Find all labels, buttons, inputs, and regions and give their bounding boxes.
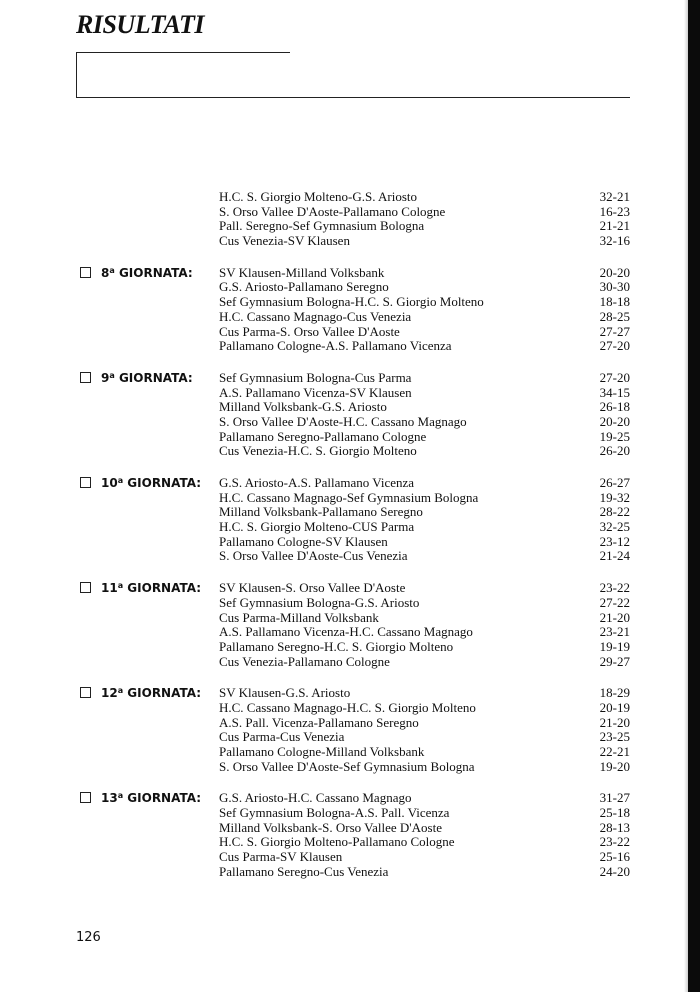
round-section bbox=[76, 581, 636, 669]
round-number-suffix: a bbox=[117, 686, 124, 696]
match-row bbox=[76, 476, 636, 491]
match-score: 25-16 bbox=[599, 849, 630, 865]
match-teams: Sef Gymnasium Bologna-Cus Parma bbox=[219, 369, 412, 385]
match-score: 32-21 bbox=[599, 189, 630, 204]
match-score: 20-20 bbox=[599, 264, 630, 280]
round-section bbox=[76, 190, 636, 249]
match-score: 23-25 bbox=[599, 729, 630, 745]
match-teams: SV Klausen-G.S. Ariosto bbox=[219, 685, 351, 701]
match-row bbox=[76, 325, 636, 340]
match-teams: A.S. Pallamano Vicenza-SV Klausen bbox=[219, 384, 412, 400]
match-score: 18-29 bbox=[599, 685, 630, 701]
match-score: 23-22 bbox=[599, 834, 630, 850]
match-row bbox=[76, 835, 636, 850]
round-section bbox=[76, 476, 636, 564]
match-row bbox=[76, 791, 636, 806]
match-score: 30-30 bbox=[599, 279, 630, 295]
match-teams: Cus Venezia-Pallamano Cologne bbox=[219, 653, 390, 669]
round-section bbox=[76, 686, 636, 774]
match-score: 21-24 bbox=[599, 548, 630, 564]
match-teams: Pallamano Cologne-A.S. Pallamano Vicenza bbox=[219, 338, 452, 354]
match-score: 20-19 bbox=[599, 699, 630, 715]
match-teams: Sef Gymnasium Bologna-A.S. Pall. Vicenza bbox=[219, 805, 450, 821]
match-teams: Milland Volksbank-Pallamano Seregno bbox=[219, 504, 423, 520]
frame-top-rule bbox=[76, 52, 290, 53]
match-score: 19-19 bbox=[599, 638, 630, 654]
match-row bbox=[76, 520, 636, 535]
match-teams: H.C. Cassano Magnago-H.C. S. Giorgio Molteno bbox=[219, 699, 476, 715]
match-score: 21-20 bbox=[599, 714, 630, 730]
match-row bbox=[76, 865, 636, 880]
round-number: 10 bbox=[101, 476, 118, 490]
match-teams: G.S. Ariosto-H.C. Cassano Magnago bbox=[219, 790, 412, 806]
match-teams: H.C. S. Giorgio Molteno-G.S. Ariosto bbox=[219, 189, 418, 204]
round-number-suffix: a bbox=[117, 581, 124, 591]
match-teams: Cus Parma-Milland Volksbank bbox=[219, 609, 379, 625]
match-score: 28-25 bbox=[599, 308, 630, 324]
page-title: RISULTATI bbox=[76, 10, 204, 39]
match-score: 25-18 bbox=[599, 805, 630, 821]
match-row bbox=[76, 760, 636, 775]
match-teams: Cus Parma-S. Orso Vallee D'Aoste bbox=[219, 323, 400, 339]
match-teams: H.C. S. Giorgio Molteno-CUS Parma bbox=[219, 519, 415, 535]
match-row bbox=[76, 400, 636, 415]
match-row bbox=[76, 716, 636, 731]
match-score: 23-12 bbox=[599, 533, 630, 549]
match-teams: Sef Gymnasium Bologna-G.S. Ariosto bbox=[219, 594, 420, 610]
round-number: 13 bbox=[101, 791, 118, 806]
match-row bbox=[76, 190, 636, 205]
match-teams: Pall. Seregno-Sef Gymnasium Bologna bbox=[219, 218, 425, 234]
match-score: 32-25 bbox=[599, 519, 630, 535]
match-teams: Cus Venezia-SV Klausen bbox=[219, 233, 350, 249]
match-score: 34-15 bbox=[599, 384, 630, 400]
match-row bbox=[76, 444, 636, 459]
match-teams: S. Orso Vallee D'Aoste-Cus Venezia bbox=[219, 548, 408, 564]
round-word: GIORNATA: bbox=[127, 791, 202, 806]
match-score: 19-25 bbox=[599, 428, 630, 444]
match-row bbox=[76, 581, 636, 596]
match-row bbox=[76, 295, 636, 310]
frame-bottom-rule bbox=[76, 97, 630, 98]
match-score: 22-21 bbox=[599, 744, 630, 759]
match-teams: H.C. Cassano Magnago-Cus Venezia bbox=[219, 308, 412, 324]
round-number: 12 bbox=[101, 686, 118, 701]
match-teams: S. Orso Vallee D'Aoste-Pallamano Cologne bbox=[219, 203, 446, 219]
match-row bbox=[76, 730, 636, 745]
match-row bbox=[76, 505, 636, 520]
round-word: GIORNATA: bbox=[127, 476, 202, 490]
match-score: 24-20 bbox=[599, 863, 630, 879]
match-teams: Pallamano Seregno-Pallamano Cologne bbox=[219, 428, 427, 444]
match-score: 28-22 bbox=[599, 504, 630, 520]
match-row bbox=[76, 625, 636, 640]
match-row bbox=[76, 850, 636, 865]
match-row bbox=[76, 386, 636, 401]
round-number-suffix: a bbox=[117, 476, 124, 485]
match-score: 21-21 bbox=[599, 218, 630, 234]
match-score: 19-20 bbox=[599, 758, 630, 774]
match-teams: Cus Parma-SV Klausen bbox=[219, 849, 343, 865]
match-score: 21-20 bbox=[599, 609, 630, 625]
round-number: 9 bbox=[101, 370, 110, 385]
match-teams: SV Klausen-S. Orso Vallee D'Aoste bbox=[219, 580, 406, 596]
match-teams: H.C. S. Giorgio Molteno-Pallamano Cologne bbox=[219, 834, 455, 850]
match-teams: Milland Volksbank-G.S. Ariosto bbox=[219, 399, 387, 415]
match-row bbox=[76, 655, 636, 670]
match-row bbox=[76, 491, 636, 506]
match-teams: G.S. Ariosto-A.S. Pallamano Vicenza bbox=[219, 475, 415, 490]
match-row bbox=[76, 280, 636, 295]
match-teams: Pallamano Seregno-H.C. S. Giorgio Molteno bbox=[219, 638, 454, 654]
match-row bbox=[76, 596, 636, 611]
title-frame bbox=[76, 52, 630, 98]
round-word: GIORNATA: bbox=[118, 370, 193, 385]
match-score: 20-20 bbox=[599, 413, 630, 429]
round-section bbox=[76, 266, 636, 354]
round-section bbox=[76, 791, 636, 879]
round-number: 8 bbox=[101, 265, 110, 280]
match-score: 19-32 bbox=[599, 489, 630, 505]
match-score: 26-18 bbox=[599, 399, 630, 415]
match-score: 26-27 bbox=[599, 475, 630, 490]
match-score: 31-27 bbox=[599, 790, 630, 806]
round-number-suffix: a bbox=[117, 791, 124, 801]
match-row bbox=[76, 430, 636, 445]
round-word: GIORNATA: bbox=[127, 581, 202, 596]
match-row bbox=[76, 371, 636, 386]
results-list bbox=[76, 190, 636, 897]
match-teams: Milland Volksbank-S. Orso Vallee D'Aoste bbox=[219, 819, 442, 835]
match-score: 27-20 bbox=[599, 338, 630, 354]
match-teams: Cus Parma-Cus Venezia bbox=[219, 729, 345, 745]
match-score: 32-16 bbox=[599, 233, 630, 249]
match-row bbox=[76, 806, 636, 821]
match-score: 23-21 bbox=[599, 624, 630, 640]
match-row bbox=[76, 549, 636, 564]
match-row bbox=[76, 821, 636, 836]
match-score: 29-27 bbox=[599, 653, 630, 669]
match-score: 16-23 bbox=[599, 203, 630, 219]
match-teams: Pallamano Seregno-Cus Venezia bbox=[219, 863, 389, 879]
match-row bbox=[76, 745, 636, 760]
match-score: 27-22 bbox=[599, 594, 630, 610]
match-teams: H.C. Cassano Magnago-Sef Gymnasium Bologna bbox=[219, 489, 479, 505]
match-teams: S. Orso Vallee D'Aoste-Sef Gymnasium Bologna bbox=[219, 758, 475, 774]
match-teams: Pallamano Cologne-Milland Volksbank bbox=[219, 744, 425, 759]
match-row bbox=[76, 205, 636, 220]
match-score: 27-20 bbox=[599, 369, 630, 385]
match-teams: SV Klausen-Milland Volksbank bbox=[219, 264, 385, 280]
frame-left-rule bbox=[76, 52, 77, 98]
match-score: 26-20 bbox=[599, 443, 630, 459]
round-number: 11 bbox=[101, 581, 118, 596]
match-teams: S. Orso Vallee D'Aoste-H.C. Cassano Magnago bbox=[219, 413, 467, 429]
match-row bbox=[76, 640, 636, 655]
match-row bbox=[76, 234, 636, 249]
round-word: GIORNATA: bbox=[118, 265, 193, 280]
match-row bbox=[76, 701, 636, 716]
match-teams: Pallamano Cologne-SV Klausen bbox=[219, 533, 388, 549]
match-teams: G.S. Ariosto-Pallamano Seregno bbox=[219, 279, 389, 295]
match-row bbox=[76, 219, 636, 234]
match-teams: Sef Gymnasium Bologna-H.C. S. Giorgio Molteno bbox=[219, 294, 484, 310]
round-word: GIORNATA: bbox=[127, 686, 202, 701]
match-row bbox=[76, 611, 636, 626]
match-score: 27-27 bbox=[599, 323, 630, 339]
match-row bbox=[76, 310, 636, 325]
match-teams: A.S. Pall. Vicenza-Pallamano Seregno bbox=[219, 714, 419, 730]
match-teams: Cus Venezia-H.C. S. Giorgio Molteno bbox=[219, 443, 417, 459]
match-row bbox=[76, 415, 636, 430]
match-teams: A.S. Pallamano Vicenza-H.C. Cassano Magnago bbox=[219, 624, 473, 640]
match-row bbox=[76, 266, 636, 281]
match-row bbox=[76, 339, 636, 354]
page-number: 126 bbox=[76, 930, 101, 945]
match-score: 23-22 bbox=[599, 580, 630, 596]
round-section bbox=[76, 371, 636, 459]
page-edge-bar bbox=[688, 0, 700, 992]
round-number-suffix: a bbox=[109, 370, 115, 380]
match-score: 28-13 bbox=[599, 819, 630, 835]
match-score: 18-18 bbox=[599, 294, 630, 310]
round-number-suffix: a bbox=[109, 265, 115, 275]
match-row bbox=[76, 686, 636, 701]
match-row bbox=[76, 535, 636, 550]
